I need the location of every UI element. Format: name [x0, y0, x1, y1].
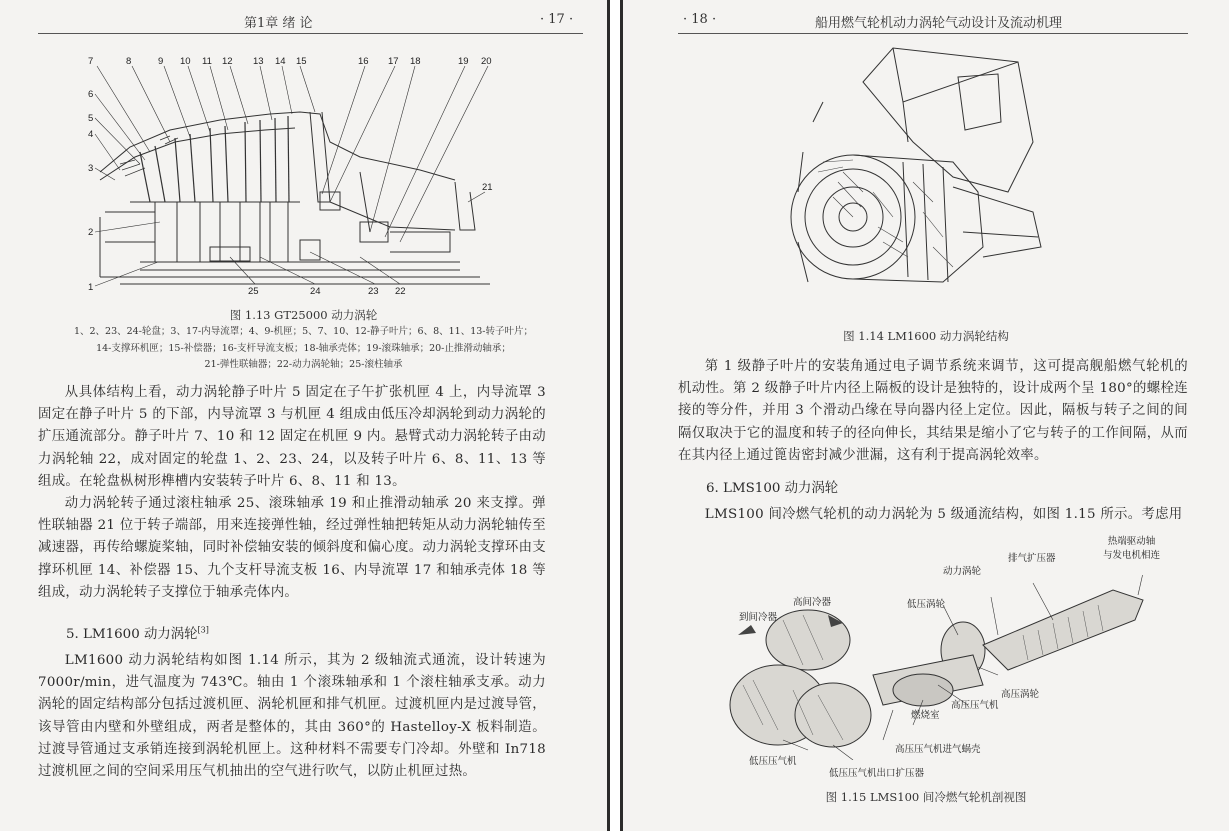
header-rule	[678, 33, 1188, 34]
figure-1-13-legend-line2: 14-支撑环机匣；15-补偿器；16-支杆导流支板；18-轴承壳体；19-滚珠轴承；20-止推滑动轴承；	[96, 343, 511, 354]
label-hp-compressor: 高压压气机	[951, 700, 999, 711]
label-hp-inlet-volute: 高压压气机进气蜗壳	[895, 744, 981, 755]
callout-22: 22	[395, 286, 406, 297]
callout-7: 7	[88, 56, 94, 67]
figure-callouts	[88, 56, 493, 297]
callout-24: 24	[310, 286, 321, 297]
callout-21: 21	[482, 182, 493, 193]
figure-1-13-legend-line1: 1、2、23、24-轮盘；3、17-内导流罩；4、9-机匣；5、7、10、12-静子叶片；6、8、11、13-转子叶片；	[73, 326, 534, 337]
callout-17: 17	[388, 56, 399, 67]
callout-15: 15	[296, 56, 307, 67]
callout-1: 1	[88, 282, 94, 293]
section-heading-lm1600	[66, 623, 209, 642]
callout-6: 6	[88, 89, 94, 100]
callout-23: 23	[368, 286, 379, 297]
page-number: · 17 ·	[540, 12, 574, 27]
section-heading-text: 5. LM1600 动力涡轮	[66, 627, 198, 642]
label-lp-compressor: 低压压气机	[749, 756, 797, 767]
callout-11: 11	[202, 56, 212, 67]
callout-20: 20	[481, 56, 492, 67]
page-number: · 18 ·	[683, 12, 717, 27]
left-page	[0, 0, 607, 831]
running-header-title: 船用燃气轮机动力涡轮气动设计及流动机理	[815, 16, 1063, 31]
label-exhaust-diffuser: 排气扩压器	[1008, 553, 1056, 564]
section-heading-lms100: 6. LMS100 动力涡轮	[706, 481, 839, 496]
callout-25: 25	[248, 286, 259, 297]
figure-1-14-caption: 图 1.14 LM1600 动力涡轮结构	[843, 329, 1009, 343]
label-hot-end-line1: 热端驱动轴	[1107, 536, 1156, 547]
callout-18: 18	[410, 56, 421, 67]
callout-13: 13	[253, 56, 264, 67]
label-hot-end-shaft	[1103, 533, 1160, 561]
callout-8: 8	[126, 56, 132, 67]
callout-9: 9	[158, 56, 164, 67]
book-gutter	[607, 0, 623, 831]
label-power-turbine: 动力涡轮	[943, 566, 982, 577]
label-lp-outlet-diffuser: 低压压气机出口扩压器	[829, 768, 925, 779]
callout-19: 19	[458, 56, 469, 67]
figure-1-13-legend-line3: 21-弹性联轴器；22-动力涡轮轴；25-滚柱轴承	[204, 359, 403, 370]
label-lp-turbine: 低压涡轮	[907, 599, 946, 610]
figure-1-15-caption: 图 1.15 LMS100 间冷燃气轮机剖视图	[825, 790, 1027, 804]
label-to-intercooler: 到间冷器	[739, 612, 778, 623]
callout-16: 16	[358, 56, 369, 67]
callout-14: 14	[275, 56, 286, 67]
callout-3: 3	[88, 163, 94, 174]
label-combustor: 燃烧室	[911, 710, 940, 721]
gt25000-turbine-drawing	[60, 52, 520, 302]
paragraph-structure: 从具体结构上看，动力涡轮静子叶片 5 固定在子午扩张机匣 4 上，内导流罩 3 固定在静子叶片 5 的下部，内导流罩 3 与机匣 4 组成由低压冷却涡轮到动力涡轮的扩压通流部分。静子叶片 7、10 和 12 固定在机匣 9 内。悬臂式动力涡轮转子由动力涡轮轴 22，成对固定的轮盘 1、2、23、24，以及转子叶片 6、8、11、13 等组成。在轮盘枞树形榫槽内安装转子叶片 6、8、11 和 13。	[38, 385, 546, 489]
right-page	[623, 0, 1229, 831]
callout-5: 5	[88, 113, 94, 124]
callout-12: 12	[222, 56, 233, 67]
paragraph-lm1600: LM1600 动力涡轮结构如图 1.14 所示，其为 2 级轴流式通流，设计转速为 7000r/min，进气温度为 743℃。轴由 1 个滚珠轴承和 1 个滚柱轴承支承。动力涡轮的固定结构部分包括过渡机匣、涡轮机匣和排气机匣。过渡机匣内是过渡导管，该导管由内壁和外壁组成，两者是整体的，其由 360°的 Hastelloy-X 板料制造。过渡导管通过支承销连接到涡轮机匣上。这种材料不需要专门冷却。外壁和 In718 过渡机匣之间的空间采用压气机抽出的空气进行吹气，以防止机匣过热。	[38, 653, 546, 780]
header-rule	[38, 33, 583, 34]
callout-10: 10	[180, 56, 191, 67]
paragraph-stator: 第 1 级静子叶片的安装角通过电子调节系统来调节，这可提高舰船燃气轮机的机动性。第 2 级静子叶片内径上隔板的设计是独特的，设计成两个呈 180°的螺栓连接的等分件，并用 3 个滑动凸缘在导向器内径上定位。因此，隔板与转子之间的间隔仅取决于它的温度和转子的径向伸长，其结果是缩小了它与转子的工作间隔，从而在其内径上通过篦齿密封减少泄漏，这有利于提高涡轮效率。	[678, 359, 1188, 463]
paragraph-rotor-support: 动力涡轮转子通过滚柱轴承 25、滚珠轴承 19 和止推滑动轴承 20 来支撑。弹性联轴器 21 位于转子端部，用来连接弹性轴，经过弹性轴把转矩从动力涡轮轴传至减速器，再传给螺旋桨轴，同时补偿轴安装的倾斜度和偏心度。动力涡轮支撑环由支撑环机匣 14、补偿器 15、九个支杆导流支板 16、内导流罩 17 和轴承壳体 18 等组成，动力涡轮转子支撑位于轴承壳体内。	[38, 496, 546, 600]
label-intercooler-hp: 高间冷器	[793, 597, 832, 608]
citation-ref: [3]	[197, 625, 209, 635]
paragraph-lms100: LMS100 间冷燃气轮机的动力涡轮为 5 级通流结构，如图 1.15 所示。考虑用	[704, 507, 1183, 522]
label-hot-end-line2: 与发电机相连	[1103, 550, 1161, 561]
callout-2: 2	[88, 227, 94, 238]
callout-4: 4	[88, 129, 94, 140]
figure-1-13-caption: 图 1.13 GT25000 动力涡轮	[229, 308, 378, 322]
running-header-chapter: 第1章 绪 论	[244, 16, 313, 31]
label-hp-turbine: 高压涡轮	[1001, 689, 1040, 700]
lm1600-turbine-drawing	[783, 42, 1043, 317]
